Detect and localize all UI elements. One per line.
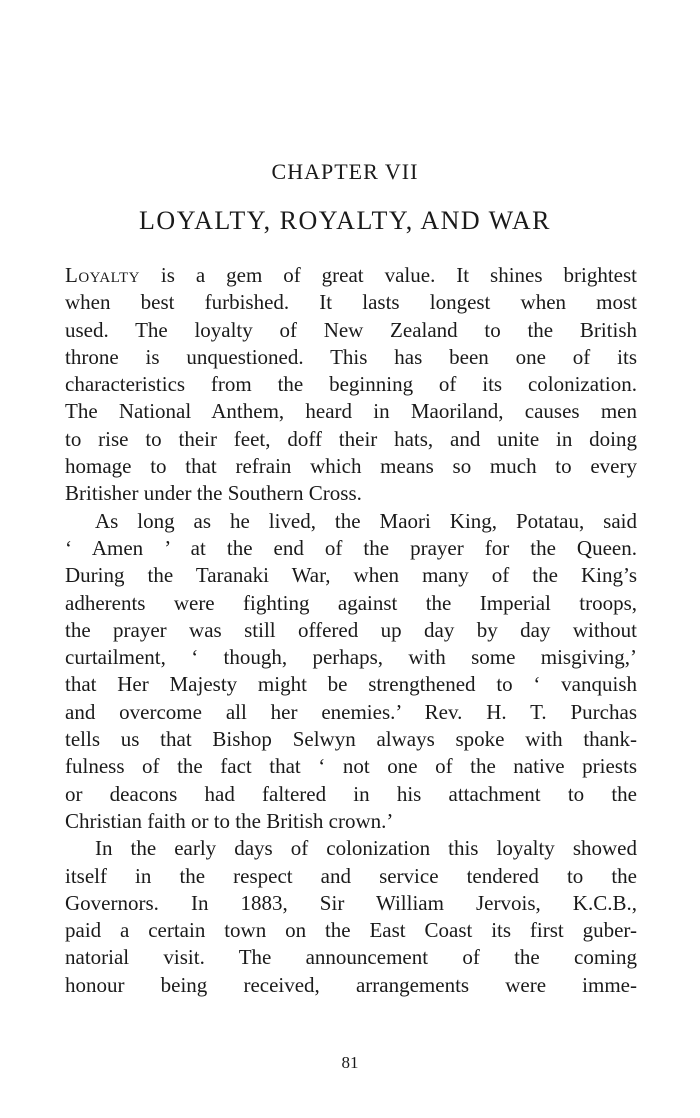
page-number: 81	[341, 1053, 359, 1072]
paragraph-2	[65, 508, 637, 836]
text-line: itself in the respect and service tendered to the	[65, 863, 637, 888]
text-line: characteristics from the beginning of its colonization.	[65, 372, 637, 397]
text-line: Christian faith or to the British crown.’	[65, 808, 394, 833]
text-line: Britisher under the Southern Cross.	[65, 481, 362, 506]
chapter-number: CHAPTER VII	[271, 159, 419, 184]
text-line: In the early days of colonization this loyalty showed	[95, 836, 637, 861]
text-line: that Her Majesty might be strengthened to ‘ vanquish	[65, 672, 637, 697]
text-line: ‘ Amen ’ at the end of the prayer for the Queen.	[65, 535, 637, 560]
paragraph-1	[65, 262, 637, 508]
chapter-title: LOYALTY, ROYALTY, AND WAR	[139, 206, 551, 235]
text-line: the prayer was still offered up day by day without	[65, 617, 637, 642]
text-line: Governors. In 1883, Sir William Jervois, K.C.B.,	[65, 890, 637, 915]
text-line: and overcome all her enemies.’ Rev. H. T. Purchas	[65, 699, 637, 724]
text-line: honour being received, arrangements were imme-	[65, 972, 637, 997]
lead-word: Loyalty	[65, 263, 140, 287]
text-line: natorial visit. The announcement of the coming	[65, 945, 637, 970]
text-line: paid a certain town on the East Coast its first guber-	[65, 918, 637, 943]
text-line: when best furbished. It lasts longest when most	[65, 290, 637, 315]
text-line: to rise to their feet, doff their hats, and unite in doing	[65, 426, 637, 451]
text-line: The National Anthem, heard in Maoriland, causes men	[65, 399, 637, 424]
text-line: throne is unquestioned. This has been one of its	[65, 344, 637, 369]
text-line: or deacons had faltered in his attachment to the	[65, 781, 637, 806]
text-line: tells us that Bishop Selwyn always spoke with thank-	[65, 727, 637, 752]
paragraph-3	[65, 835, 637, 999]
text-line	[65, 262, 637, 289]
text-line: During the Taranaki War, when many of the King’s	[65, 563, 637, 588]
text-line: As long as he lived, the Maori King, Potatau, said	[95, 508, 637, 533]
text-line: adherents were fighting against the Imperial troops,	[65, 590, 637, 615]
text-line-rest: is a gem of great value. It shines brightest	[139, 263, 637, 287]
text-line: fulness of the fact that ‘ not one of the native priests	[65, 754, 637, 779]
text-line: curtailment, ‘ though, perhaps, with some misgiving,’	[65, 645, 637, 670]
text-line: used. The loyalty of New Zealand to the British	[65, 317, 637, 342]
text-line: homage to that refrain which means so much to every	[65, 454, 637, 479]
body-text	[65, 262, 637, 999]
